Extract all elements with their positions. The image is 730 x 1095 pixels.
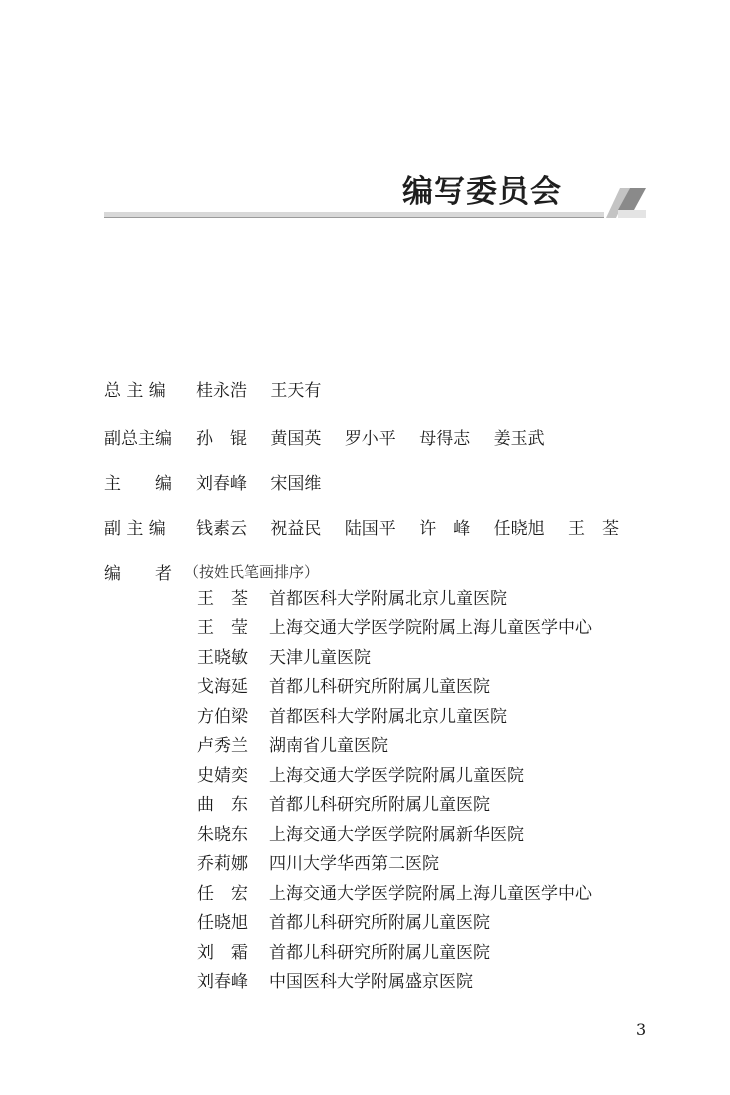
editor-name: 史婧奕: [197, 766, 248, 786]
role-names: [196, 514, 637, 539]
person-name: 王天有: [270, 381, 322, 401]
editor-affiliation: 首都儿科研究所附属儿童医院: [269, 795, 490, 815]
person-name: 桂永浩: [196, 381, 247, 401]
editor-entry: [197, 703, 507, 732]
role-label: 副 主 编: [104, 519, 166, 539]
role-row-associate-editor: [104, 514, 637, 539]
person-name: 王 荃: [568, 519, 620, 539]
editor-name: 方伯梁: [197, 707, 248, 727]
editor-entry: [197, 585, 507, 614]
editor-affiliation: 首都儿科研究所附属儿童医院: [269, 913, 490, 933]
sorting-note: （按姓氏笔画排序）: [184, 563, 320, 581]
person-name: 许 峰: [419, 519, 471, 539]
role-names: [196, 424, 563, 449]
person-name: 刘春峰: [196, 474, 247, 494]
person-name: 钱素云: [196, 519, 247, 539]
role-row-editors: [104, 559, 319, 584]
editor-name: 朱晓东: [197, 825, 248, 845]
editor-entry: [197, 732, 388, 761]
editor-affiliation: 中国医科大学附属盛京医院: [269, 972, 473, 992]
editor-entry: [197, 762, 524, 791]
editor-affiliation: 上海交通大学医学院附属上海儿童医学中心: [269, 884, 592, 904]
editor-entry: [197, 850, 439, 879]
person-name: 罗小平: [344, 429, 396, 449]
editor-affiliation: 上海交通大学医学院附属新华医院: [269, 825, 524, 845]
editor-affiliation: 天津儿童医院: [269, 648, 371, 668]
editor-name: 王 荃: [197, 589, 248, 609]
person-name: 母得志: [419, 429, 471, 449]
person-name: 宋国维: [270, 474, 322, 494]
editor-entry: [197, 673, 490, 702]
editor-entry: [197, 909, 490, 938]
page-title: 编写委员会: [402, 174, 562, 210]
person-name: 孙 锟: [196, 429, 247, 449]
editor-name: 乔莉娜: [197, 854, 248, 874]
editor-entry: [197, 821, 524, 850]
underline-tail: [618, 210, 646, 218]
editor-name: 刘春峰: [197, 972, 248, 992]
person-name: 姜玉武: [493, 429, 545, 449]
editor-name: 戈海延: [197, 677, 248, 697]
editor-name: 卢秀兰: [197, 736, 248, 756]
person-name: 黄国英: [270, 429, 322, 449]
role-label: 总 主 编: [104, 381, 166, 401]
person-name: 陆国平: [344, 519, 396, 539]
editor-name: 任晓旭: [197, 913, 248, 933]
editor-affiliation: 四川大学华西第二医院: [269, 854, 439, 874]
editor-entry: [197, 791, 490, 820]
editor-affiliation: 上海交通大学医学院附属上海儿童医学中心: [269, 618, 592, 638]
editor-entry: [197, 968, 473, 997]
editor-affiliation: 首都儿科研究所附属儿童医院: [269, 677, 490, 697]
editor-name: 任 宏: [197, 884, 248, 904]
role-label: 编 者: [104, 564, 172, 584]
role-row-deputy-chief-editor: [104, 424, 563, 449]
page-number: 3: [636, 1020, 647, 1039]
title-underline-decoration: [100, 184, 650, 226]
role-label: 主 编: [104, 474, 172, 494]
person-name: 祝益民: [270, 519, 322, 539]
editor-affiliation: 首都医科大学附属北京儿童医院: [269, 589, 507, 609]
editor-name: 王 莹: [197, 618, 248, 638]
editor-entry: [197, 880, 592, 909]
editor-name: 刘 霜: [197, 943, 248, 963]
editor-entry: [197, 939, 490, 968]
editor-entry: [197, 644, 371, 673]
role-names: [196, 376, 339, 401]
editor-name: 王晓敏: [197, 648, 248, 668]
person-name: 任晓旭: [493, 519, 545, 539]
editor-entry: [197, 614, 592, 643]
editor-affiliation: 上海交通大学医学院附属儿童医院: [269, 766, 524, 786]
editor-affiliation: 首都儿科研究所附属儿童医院: [269, 943, 490, 963]
role-row-chief-editor: [104, 376, 339, 401]
role-row-editor-in-chief: [104, 469, 339, 494]
underline-bar-dark: [104, 217, 604, 218]
role-names: [196, 469, 339, 494]
editor-affiliation: 首都医科大学附属北京儿童医院: [269, 707, 507, 727]
role-label: 副总主编: [104, 429, 172, 449]
editor-name: 曲 东: [197, 795, 248, 815]
editor-affiliation: 湖南省儿童医院: [269, 736, 388, 756]
underline-bar: [104, 212, 604, 217]
